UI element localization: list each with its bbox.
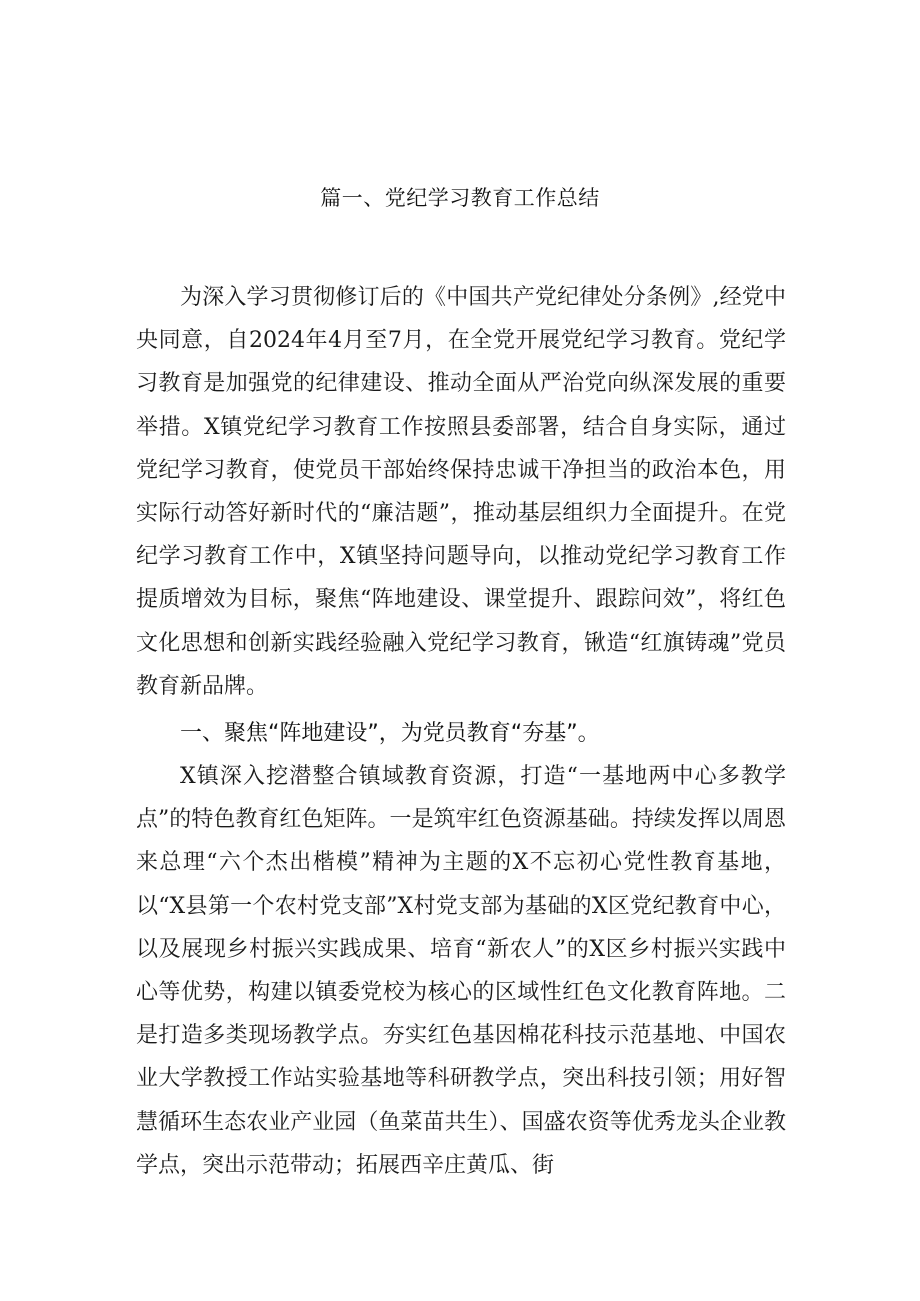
- section-paragraph: X镇深入挖潜整合镇域教育资源，打造“一基地两中心多教学点”的特色教育红色矩阵。一是筑牢红色资源基础。持续发挥以周恩来总理“六个杰出楷模”精神为主题的X不忘初心党性教育基地，以“X县第一个农村党支部”X村党支部为基础的X区党纪教育中心，以及展现乡村振兴实践成果、培育“新农人”的X区乡村振兴实践中心等优势，构建以镇委党校为核心的区域性红色文化教育阵地。二是打造多类现场教学点。夯实红色基因棉花科技示范基地、中国农业大学教授工作站实验基地等科研教学点，突出科技引领；用好智慧循环生态农业产业园（鱼菜苗共生）、国盛农资等优秀龙头企业教学点，突出示范带动；拓展西辛庄黄瓜、街: [136, 764, 786, 1178]
- document-title: 篇一、党纪学习教育工作总结: [320, 186, 600, 210]
- section-heading: 一、聚焦“阵地建设”，为党员教育“夯基”。: [180, 721, 600, 746]
- intro-paragraph: 为深入学习贯彻修订后的《中国共产党纪律处分条例》,经党中央同意，自2024年4月至7月，在全党开展党纪学习教育。党纪学习教育是加强党的纪律建设、推动全面从严治党向纵深发展的重要举措。X镇党纪学习教育工作按照县委部署，结合自身实际，通过党纪学习教育，使党员干部始终保持忠诚干净担当的政治本色，用实际行动答好新时代的“廉洁题”，推动基层组织力全面提升。在党纪学习教育工作中，X镇坚持问题导向，以推动党纪学习教育工作提质增效为目标，聚焦“阵地建设、课堂提升、跟踪问效”，将红色文化思想和创新实践经验融入党纪学习教育，锹造“红旗铸魂”党员教育新品牌。: [136, 285, 786, 699]
